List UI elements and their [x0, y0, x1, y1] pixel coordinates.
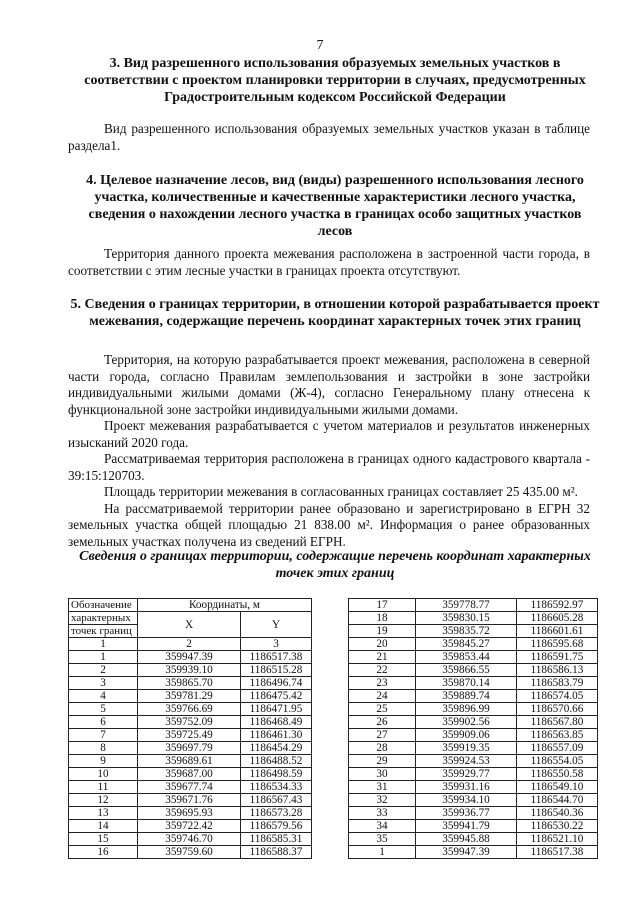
x-coordinate-cell: 359853.44	[416, 651, 517, 664]
table-row	[349, 638, 598, 651]
x-coordinate-cell: 359945.88	[416, 833, 517, 846]
section-5-paragraph: Проект межевания разрабатывается с учетом материалов и результатов инженерных изысканий 2020 года.	[68, 418, 590, 450]
table-row	[349, 755, 598, 768]
x-coordinate-cell: 359896.99	[416, 703, 517, 716]
x-coordinate-cell: 359671.76	[138, 794, 241, 807]
y-coordinate-cell: 1186605.28	[517, 612, 598, 625]
x-coordinate-cell: 359924.53	[416, 755, 517, 768]
point-number-cell: 33	[349, 807, 416, 820]
y-coordinate-cell: 1186454.29	[241, 742, 312, 755]
point-number-cell: 16	[69, 846, 138, 859]
y-coordinate-cell: 1186468.49	[241, 716, 312, 729]
table-row	[349, 625, 598, 638]
point-number-cell: 21	[349, 651, 416, 664]
table-row	[69, 677, 312, 690]
x-coordinate-cell: 359929.77	[416, 768, 517, 781]
table-row	[349, 690, 598, 703]
y-coordinate-cell: 1186563.85	[517, 729, 598, 742]
x-coordinate-cell: 359931.16	[416, 781, 517, 794]
point-number-cell: 14	[69, 820, 138, 833]
section-5-paragraph: Площадь территории межевания в согласованных границах составляет 25 435.00 м².	[104, 484, 578, 499]
y-coordinate-cell: 1186601.61	[517, 625, 598, 638]
point-number-cell: 1	[349, 846, 416, 859]
y-coordinate-cell: 1186574.05	[517, 690, 598, 703]
table-row	[69, 703, 312, 716]
table-row	[349, 651, 598, 664]
point-number-cell: 4	[69, 690, 138, 703]
section-4-title: 4. Целевое назначение лесов, вид (виды) разрешенного использования лесного участка, количественные и качественные характеристики лесного участка, сведения о нахождении лесного участка в границах особо защитных участков лесов	[86, 173, 584, 239]
point-number-cell: 17	[349, 599, 416, 612]
x-coordinate-cell: 359766.69	[138, 703, 241, 716]
x-coordinate-cell: 359835.72	[416, 625, 517, 638]
table-row	[69, 833, 312, 846]
table-row	[69, 781, 312, 794]
table-row	[349, 612, 598, 625]
x-coordinate-cell: 359845.27	[416, 638, 517, 651]
coordinates-table-right	[348, 598, 598, 859]
table-row	[349, 599, 598, 612]
table-header-row	[69, 612, 312, 625]
section-4-paragraph: Территория данного проекта межевания расположена в застроенной части города, в соответствии с этим лесные участки в границах проекта отсутствуют.	[68, 246, 590, 278]
section-3-title: 3. Вид разрешенного использования образуемых земельных участков в соответствии с проектом планировки территории в случаях, предусмотренных Градостроительным кодексом Российской Федерации	[84, 56, 586, 105]
table-row	[69, 768, 312, 781]
table-row	[69, 651, 312, 664]
y-coordinate-cell: 1186550.58	[517, 768, 598, 781]
y-coordinate-cell: 1186517.38	[517, 846, 598, 859]
x-coordinate-cell: 359866.55	[416, 664, 517, 677]
section-5-paragraph: Рассматриваемая территория расположена в границах одного кадастрового квартала - 39:15:120703.	[68, 451, 590, 483]
header-number: 1	[69, 638, 138, 651]
x-coordinate-cell: 359941.79	[416, 820, 517, 833]
x-coordinate-cell: 359697.79	[138, 742, 241, 755]
point-number-cell: 6	[69, 716, 138, 729]
table-row	[69, 729, 312, 742]
y-coordinate-cell: 1186595.68	[517, 638, 598, 651]
page-number: 7	[316, 38, 324, 53]
section-5-paragraph: На рассматриваемой территории ранее образовано и зарегистрировано в ЕГРН 32 земельных участка общей площадью 21 838.00 м². Информация о ранее образованных земельных участках получена из сведений ЕГРН.	[68, 500, 590, 549]
table-row	[349, 729, 598, 742]
y-coordinate-cell: 1186557.09	[517, 742, 598, 755]
point-number-cell: 28	[349, 742, 416, 755]
point-number-cell: 31	[349, 781, 416, 794]
x-coordinate-cell: 359725.49	[138, 729, 241, 742]
point-number-cell: 19	[349, 625, 416, 638]
x-coordinate-cell: 359695.93	[138, 807, 241, 820]
table-row	[349, 768, 598, 781]
y-coordinate-cell: 1186515.28	[241, 664, 312, 677]
table-row	[349, 807, 598, 820]
section-5-paragraph: Территория, на которую разрабатывается проект межевания, расположена в северной части города, согласно Правилам землепользования и застройки в зоне застройки индивидуальными жилыми домами (Ж-4), согласно Генеральному плану отнесена к функциональной зоне застройки индивидуальными жилыми домами.	[68, 352, 590, 417]
y-coordinate-cell: 1186583.79	[517, 677, 598, 690]
header-coordinates: Координаты, м	[138, 599, 312, 612]
x-coordinate-cell: 359689.61	[138, 755, 241, 768]
point-number-cell: 30	[349, 768, 416, 781]
table-row	[69, 690, 312, 703]
x-coordinate-cell: 359947.39	[138, 651, 241, 664]
y-coordinate-cell: 1186461.30	[241, 729, 312, 742]
point-number-cell: 1	[69, 651, 138, 664]
section-3-paragraph: Вид разрешенного использования образуемых земельных участков указан в таблице раздела1.	[68, 121, 590, 153]
point-number-cell: 34	[349, 820, 416, 833]
table-header-row	[69, 599, 312, 612]
x-coordinate-cell: 359936.77	[416, 807, 517, 820]
coordinates-table-left	[68, 598, 312, 859]
point-number-cell: 12	[69, 794, 138, 807]
x-coordinate-cell: 359909.06	[416, 729, 517, 742]
table-row	[349, 703, 598, 716]
point-number-cell: 29	[349, 755, 416, 768]
x-coordinate-cell: 359687.00	[138, 768, 241, 781]
y-coordinate-cell: 1186498.59	[241, 768, 312, 781]
point-number-cell: 7	[69, 729, 138, 742]
y-coordinate-cell: 1186586.13	[517, 664, 598, 677]
point-number-cell: 35	[349, 833, 416, 846]
x-coordinate-cell: 359759.60	[138, 846, 241, 859]
x-coordinate-cell: 359902.56	[416, 716, 517, 729]
x-coordinate-cell: 359919.35	[416, 742, 517, 755]
y-coordinate-cell: 1186570.66	[517, 703, 598, 716]
y-coordinate-cell: 1186475.42	[241, 690, 312, 703]
header-y: Y	[241, 612, 312, 638]
point-number-cell: 32	[349, 794, 416, 807]
x-coordinate-cell: 359746.70	[138, 833, 241, 846]
x-coordinate-cell: 359939.10	[138, 664, 241, 677]
table-row	[69, 794, 312, 807]
header-point-label: Обозначение	[69, 599, 138, 612]
y-coordinate-cell: 1186567.43	[241, 794, 312, 807]
point-number-cell: 15	[69, 833, 138, 846]
table-row	[349, 846, 598, 859]
table-row	[69, 716, 312, 729]
point-number-cell: 23	[349, 677, 416, 690]
point-number-cell: 26	[349, 716, 416, 729]
y-coordinate-cell: 1186521.10	[517, 833, 598, 846]
point-number-cell: 13	[69, 807, 138, 820]
point-number-cell: 5	[69, 703, 138, 716]
section-5-title: 5. Сведения о границах территории, в отношении которой разрабатывается проект межевания, содержащие перечень координат характерных точек этих границ	[70, 297, 600, 329]
x-coordinate-cell: 359870.14	[416, 677, 517, 690]
point-number-cell: 20	[349, 638, 416, 651]
point-number-cell: 27	[349, 729, 416, 742]
y-coordinate-cell: 1186573.28	[241, 807, 312, 820]
table-row	[349, 820, 598, 833]
y-coordinate-cell: 1186591.75	[517, 651, 598, 664]
y-coordinate-cell: 1186496.74	[241, 677, 312, 690]
header-point-label: точек границ	[69, 625, 138, 638]
y-coordinate-cell: 1186540.36	[517, 807, 598, 820]
point-number-cell: 10	[69, 768, 138, 781]
x-coordinate-cell: 359677.74	[138, 781, 241, 794]
section-3-text	[68, 121, 590, 154]
point-number-cell: 8	[69, 742, 138, 755]
table-row	[349, 716, 598, 729]
table-row	[69, 742, 312, 755]
header-number: 2	[138, 638, 241, 651]
table-row	[349, 833, 598, 846]
header-number: 3	[241, 638, 312, 651]
table-header-numbers	[69, 638, 312, 651]
section-5-text	[68, 352, 590, 550]
table-row	[69, 755, 312, 768]
table-row	[349, 677, 598, 690]
table-row	[349, 781, 598, 794]
x-coordinate-cell: 359781.29	[138, 690, 241, 703]
point-number-cell: 2	[69, 664, 138, 677]
point-number-cell: 11	[69, 781, 138, 794]
x-coordinate-cell: 359722.42	[138, 820, 241, 833]
y-coordinate-cell: 1186471.95	[241, 703, 312, 716]
x-coordinate-cell: 359865.70	[138, 677, 241, 690]
y-coordinate-cell: 1186588.37	[241, 846, 312, 859]
point-number-cell: 18	[349, 612, 416, 625]
x-coordinate-cell: 359778.77	[416, 599, 517, 612]
y-coordinate-cell: 1186544.70	[517, 794, 598, 807]
x-coordinate-cell: 359889.74	[416, 690, 517, 703]
y-coordinate-cell: 1186530.22	[517, 820, 598, 833]
x-coordinate-cell: 359752.09	[138, 716, 241, 729]
header-x: X	[138, 612, 241, 638]
table-caption: Сведения о границах территории, содержащие перечень координат характерных точек этих границ	[79, 549, 591, 581]
y-coordinate-cell: 1186585.31	[241, 833, 312, 846]
header-point-label: характерных	[69, 612, 138, 625]
point-number-cell: 25	[349, 703, 416, 716]
table-row	[69, 664, 312, 677]
point-number-cell: 22	[349, 664, 416, 677]
table-row	[349, 742, 598, 755]
point-number-cell: 9	[69, 755, 138, 768]
table-row	[69, 807, 312, 820]
y-coordinate-cell: 1186534.33	[241, 781, 312, 794]
y-coordinate-cell: 1186517.38	[241, 651, 312, 664]
table-row	[69, 846, 312, 859]
y-coordinate-cell: 1186554.05	[517, 755, 598, 768]
table-row	[349, 794, 598, 807]
point-number-cell: 24	[349, 690, 416, 703]
y-coordinate-cell: 1186567.80	[517, 716, 598, 729]
y-coordinate-cell: 1186579.56	[241, 820, 312, 833]
y-coordinate-cell: 1186592.97	[517, 599, 598, 612]
point-number-cell: 3	[69, 677, 138, 690]
table-row	[69, 820, 312, 833]
x-coordinate-cell: 359830.15	[416, 612, 517, 625]
section-4-text	[68, 246, 590, 279]
x-coordinate-cell: 359947.39	[416, 846, 517, 859]
y-coordinate-cell: 1186549.10	[517, 781, 598, 794]
y-coordinate-cell: 1186488.52	[241, 755, 312, 768]
table-row	[349, 664, 598, 677]
x-coordinate-cell: 359934.10	[416, 794, 517, 807]
